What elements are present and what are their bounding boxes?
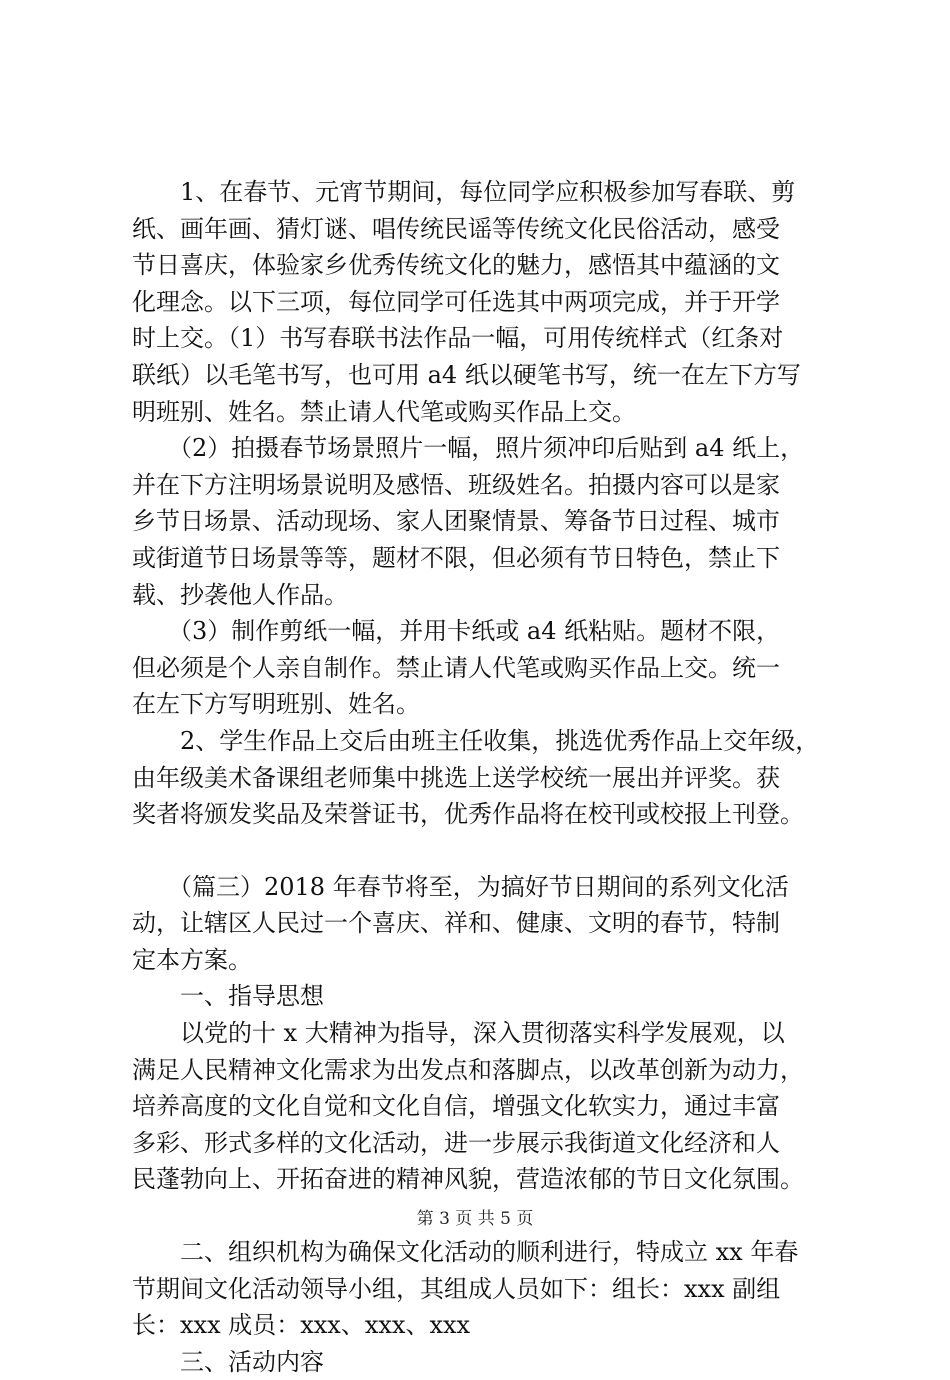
text-line: 联纸）以毛笔书写，也可用 a4 纸以硬笔书写，统一在左下方写: [132, 360, 801, 389]
text-line: 1、在春节、元宵节期间，每位同学应积极参加写春联、剪: [132, 178, 796, 206]
paragraph-organization: [132, 1234, 852, 1344]
paragraph-item-1-2: [132, 430, 852, 613]
text-line: （2）拍摄春节场景照片一幅，照片须冲印后贴到 a4 纸上，: [132, 434, 805, 463]
section-heading: 三、活动内容: [132, 1347, 324, 1376]
text-line: 二、组织机构为确保文化活动的顺利进行，特成立 xx 年春: [132, 1238, 799, 1267]
text-line: 或街道节日场景等等，题材不限，但必须有节日特色，禁止下: [132, 543, 780, 572]
text-line: 定本方案。: [132, 945, 252, 974]
text-line: 2、学生作品上交后由班主任收集，挑选优秀作品上交年级，: [132, 726, 820, 755]
text-line: 动，让辖区人民过一个喜庆、祥和、健康、文明的春节，特制: [132, 909, 780, 938]
text-line: 多彩、形式多样的文化活动，进一步展示我街道文化经济和人: [132, 1128, 780, 1157]
text-line: 载、抄袭他人作品。: [132, 580, 348, 609]
text-line: 以党的十 x 大精神为指导，深入贯彻落实科学发展观，以: [132, 1019, 785, 1048]
text-line: 并在下方注明场景说明及感悟、班级姓名。拍摄内容可以是家: [132, 470, 780, 499]
text-line: （篇三）2018 年春节将至，为搞好节日期间的系列文化活: [132, 872, 789, 901]
text-line: 长：xxx 成员：xxx、xxx、xxx: [132, 1311, 471, 1340]
text-line: 纸、画年画、猜灯谜、唱传统民谣等传统文化民俗活动，感受: [132, 214, 780, 243]
heading-guiding-thought: [132, 978, 852, 1015]
paragraph-guiding-thought: [132, 1015, 852, 1198]
text-line: 在左下方写明班别、姓名。: [132, 690, 420, 719]
document-body: [132, 174, 852, 1380]
paragraph-gap: [132, 833, 852, 869]
paragraph-section-3-intro: [132, 869, 852, 979]
text-line: 节期间文化活动领导小组，其组成人员如下：组长：xxx 副组: [132, 1274, 781, 1303]
section-heading: 一、指导思想: [132, 982, 324, 1011]
paragraph-item-1: [132, 174, 852, 430]
text-line: 由年级美术备课组老师集中挑选上送学校统一展出并评奖。获: [132, 763, 780, 792]
text-line: 但必须是个人亲自制作。禁止请人代笔或购买作品上交。统一: [132, 653, 780, 682]
text-line: 民蓬勃向上、开拓奋进的精神风貌，营造浓郁的节日文化氛围。: [132, 1165, 804, 1194]
heading-activity-content: [132, 1344, 852, 1380]
text-line: 培养高度的文化自觉和文化自信，增强文化软实力，通过丰富: [132, 1092, 780, 1121]
text-line: 明班别、姓名。禁止请人代笔或购买作品上交。: [132, 397, 636, 426]
text-line: 奖者将颁发奖品及荣誉证书，优秀作品将在校刊或校报上刊登。: [132, 800, 804, 829]
paragraph-item-2: [132, 723, 852, 833]
text-line: 满足人民精神文化需求为出发点和落脚点，以改革创新为动力，: [132, 1055, 804, 1084]
text-line: 乡节日场景、活动现场、家人团聚情景、筹备节日过程、城市: [132, 507, 780, 536]
paragraph-item-1-3: [132, 613, 852, 723]
text-line: 节日喜庆，体验家乡优秀传统文化的魅力，感悟其中蕴涵的文: [132, 251, 780, 280]
text-line: （3）制作剪纸一幅，并用卡纸或 a4 纸粘贴。题材不限，: [132, 617, 781, 646]
page-number-footer: 第 3 页 共 5 页: [416, 1209, 534, 1229]
text-line: 时上交。（1）书写春联书法作品一幅，可用传统样式（红条对: [132, 324, 784, 353]
text-line: 化理念。以下三项，每位同学可任选其中两项完成，并于开学: [132, 287, 780, 316]
